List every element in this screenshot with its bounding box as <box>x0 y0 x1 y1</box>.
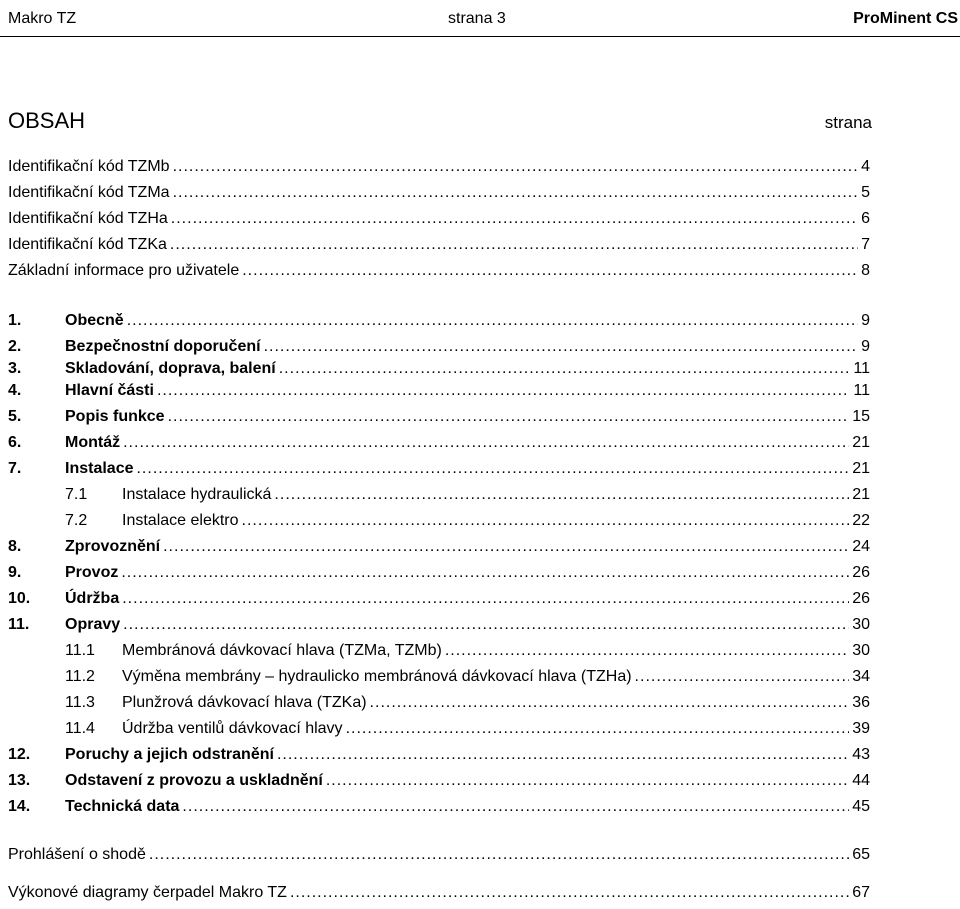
toc-chapter[interactable] <box>8 772 870 794</box>
dot-leader <box>346 720 850 738</box>
toc-entry-label: Prohlášení o shodě <box>8 846 146 863</box>
chapter-title: Technická data <box>65 798 180 815</box>
chapter-title: Poruchy a jejich odstranění <box>65 746 274 763</box>
subchapter-title: Plunžrová dávkovací hlava (TZKa) <box>122 694 367 711</box>
dot-leader <box>168 408 850 426</box>
chapter-title: Montáž <box>65 434 121 451</box>
chapter-number: 7. <box>8 460 22 477</box>
toc-entry[interactable] <box>8 236 870 258</box>
chapter-page: 21 <box>852 434 870 451</box>
subchapter-number: 11.3 <box>65 694 95 711</box>
toc-entry-label: Identifikační kód TZMa <box>8 184 170 201</box>
toc-entry-label: Výkonové diagramy čerpadel Makro TZ <box>8 884 287 901</box>
page-header <box>8 10 958 32</box>
dot-leader <box>171 210 858 228</box>
chapter-number: 8. <box>8 538 22 555</box>
dot-leader <box>445 642 849 660</box>
dot-leader <box>326 772 849 790</box>
dot-leader <box>149 846 849 864</box>
toc-chapter[interactable] <box>8 338 870 360</box>
toc-subchapter[interactable] <box>65 486 870 508</box>
chapter-page: 26 <box>852 590 870 607</box>
dot-leader <box>157 382 850 400</box>
dot-leader <box>127 312 858 330</box>
toc-entry-page: 7 <box>861 236 870 253</box>
subchapter-number: 7.1 <box>65 486 88 503</box>
dot-leader <box>173 158 859 176</box>
chapter-page: 21 <box>852 460 870 477</box>
dot-leader <box>290 884 849 902</box>
subchapter-page: 21 <box>852 486 870 503</box>
chapter-number: 1. <box>8 312 22 329</box>
toc-chapter[interactable] <box>8 590 870 612</box>
chapter-title: Zprovoznění <box>65 538 161 555</box>
toc-entry-label: Základní informace pro uživatele <box>8 262 240 279</box>
chapter-number: 5. <box>8 408 22 425</box>
dot-leader <box>136 460 849 478</box>
subchapter-title: Údržba ventilů dávkovací hlavy <box>122 720 343 737</box>
dot-leader <box>274 486 849 504</box>
dot-leader <box>279 360 851 378</box>
dot-leader <box>635 668 850 686</box>
toc-subchapter[interactable] <box>65 642 870 664</box>
toc-chapter[interactable] <box>8 564 870 586</box>
chapter-number: 2. <box>8 338 22 355</box>
toc-chapter[interactable] <box>8 746 870 768</box>
subchapter-page: 30 <box>852 642 870 659</box>
chapter-number: 13. <box>8 772 31 789</box>
toc-subchapter[interactable] <box>65 668 870 690</box>
chapter-page: 9 <box>861 338 870 355</box>
chapter-page: 43 <box>852 746 870 763</box>
subchapter-title: Instalace hydraulická <box>122 486 272 503</box>
toc-chapter[interactable] <box>8 312 870 334</box>
chapter-page: 9 <box>861 312 870 329</box>
page-column-label: strana <box>824 113 872 132</box>
chapter-page: 45 <box>852 798 870 815</box>
header-page-number: strana 3 <box>448 10 506 27</box>
subchapter-title: Instalace elektro <box>122 512 239 529</box>
chapter-title: Bezpečnostní doporučení <box>65 338 261 355</box>
dot-leader <box>123 616 849 634</box>
dot-leader <box>173 184 859 202</box>
dot-leader <box>121 564 849 582</box>
chapter-page: 11 <box>853 382 870 399</box>
chapter-title: Údržba <box>65 590 120 607</box>
toc-entry-page: 8 <box>861 262 870 279</box>
subchapter-number: 11.4 <box>65 720 95 737</box>
toc-subchapter[interactable] <box>65 694 870 716</box>
subchapter-title: Výměna membrány – hydraulicko membránová dávkovací hlava (TZHa) <box>122 668 632 685</box>
dot-leader <box>123 434 849 452</box>
header-divider <box>0 36 960 37</box>
chapter-page: 30 <box>852 616 870 633</box>
toc-entry[interactable] <box>8 184 870 206</box>
subchapter-number: 7.2 <box>65 512 88 529</box>
chapter-number: 14. <box>8 798 31 815</box>
toc-chapter[interactable] <box>8 460 870 482</box>
toc-chapter[interactable] <box>8 434 870 456</box>
toc-title: OBSAH <box>8 108 86 133</box>
dot-leader <box>182 798 849 816</box>
chapter-page: 24 <box>852 538 870 555</box>
chapter-page: 44 <box>852 772 870 789</box>
dot-leader <box>264 338 859 356</box>
dot-leader <box>170 236 858 254</box>
toc-entry-label: Identifikační kód TZMb <box>8 158 170 175</box>
chapter-title: Opravy <box>65 616 121 633</box>
header-doc-name: Makro TZ <box>8 10 77 27</box>
toc-chapter[interactable] <box>8 538 870 560</box>
toc-chapter[interactable] <box>8 798 870 820</box>
toc-entry-label: Identifikační kód TZKa <box>8 236 167 253</box>
chapter-page: 15 <box>852 408 870 425</box>
toc-subchapter[interactable] <box>65 512 870 534</box>
chapter-title: Skladování, doprava, balení <box>65 360 276 377</box>
chapter-number: 9. <box>8 564 22 581</box>
dot-leader <box>122 590 849 608</box>
toc-entry[interactable] <box>8 210 870 232</box>
chapter-number: 12. <box>8 746 31 763</box>
chapter-number: 6. <box>8 434 22 451</box>
toc-entry-page: 4 <box>861 158 870 175</box>
chapter-number: 3. <box>8 360 22 377</box>
toc-entry-page: 5 <box>861 184 870 201</box>
chapter-title: Obecně <box>65 312 124 329</box>
toc-chapter[interactable] <box>8 382 870 404</box>
toc-chapter[interactable] <box>8 408 870 430</box>
toc-entry-page: 6 <box>861 210 870 227</box>
chapter-title: Popis funkce <box>65 408 165 425</box>
subchapter-page: 39 <box>852 720 870 737</box>
chapter-page: 11 <box>853 360 870 377</box>
subchapter-page: 34 <box>852 668 870 685</box>
dot-leader <box>163 538 849 556</box>
toc-entry[interactable] <box>8 262 870 284</box>
subchapter-page: 22 <box>852 512 870 529</box>
chapter-page: 26 <box>852 564 870 581</box>
chapter-number: 11. <box>8 616 30 633</box>
dot-leader <box>277 746 849 764</box>
chapter-title: Odstavení z provozu a uskladnění <box>65 772 323 789</box>
toc-entry[interactable] <box>8 884 870 906</box>
toc-entry-page: 67 <box>852 884 870 901</box>
toc-chapter[interactable] <box>8 360 870 382</box>
subchapter-page: 36 <box>852 694 870 711</box>
dot-leader <box>242 512 850 530</box>
chapter-number: 10. <box>8 590 31 607</box>
toc-entry[interactable] <box>8 846 870 868</box>
subchapter-title: Membránová dávkovací hlava (TZMa, TZMb) <box>122 642 442 659</box>
header-company: ProMinent CS <box>853 10 958 27</box>
chapter-title: Provoz <box>65 564 119 581</box>
toc-chapter[interactable] <box>8 616 870 638</box>
chapter-title: Instalace <box>65 460 134 477</box>
dot-leader <box>242 262 858 280</box>
chapter-title: Hlavní části <box>65 382 154 399</box>
toc-entry-label: Identifikační kód TZHa <box>8 210 168 227</box>
toc-entry[interactable] <box>8 158 870 180</box>
dot-leader <box>370 694 850 712</box>
subchapter-number: 11.1 <box>65 642 95 659</box>
toc-entry-page: 65 <box>852 846 870 863</box>
toc-subchapter[interactable] <box>65 720 870 742</box>
subchapter-number: 11.2 <box>65 668 95 685</box>
chapter-number: 4. <box>8 382 22 399</box>
